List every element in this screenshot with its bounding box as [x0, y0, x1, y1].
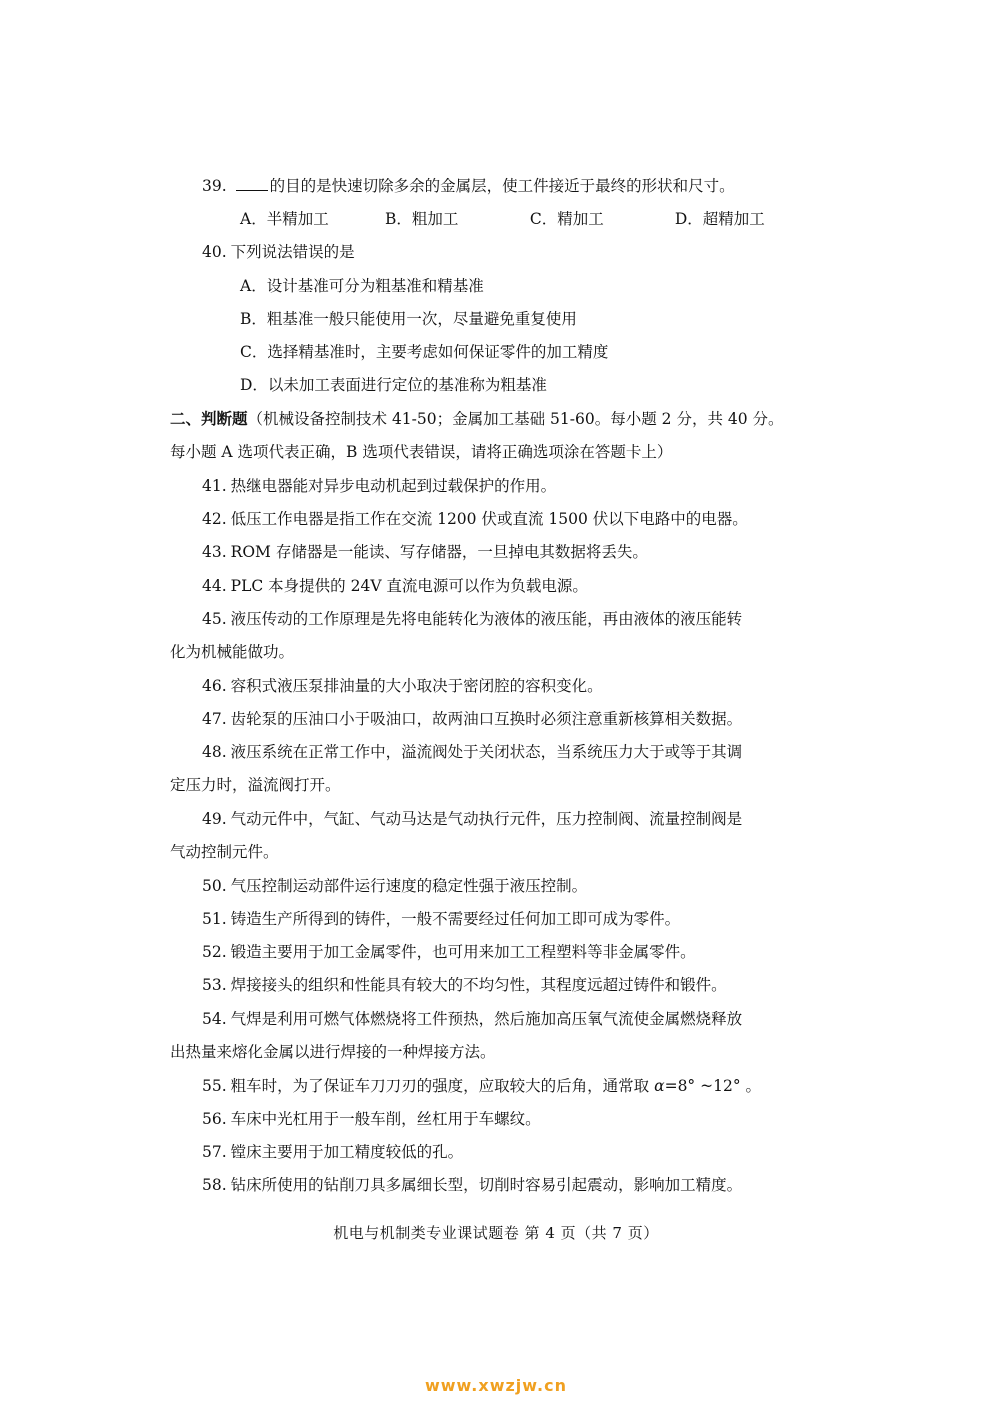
- question-text: PLC 本身提供的 24V 直流电源可以作为负载电源。: [230, 577, 588, 595]
- question-41: [202, 474, 862, 498]
- question-number: 46.: [202, 677, 227, 695]
- section-description: （机械设备控制技术 41-50；金属加工基础 51-60。每小题 2 分，共 40 分。: [247, 410, 784, 428]
- question-text: 容积式液压泵排油量的大小取决于密闭腔的容积变化。: [230, 677, 603, 695]
- option-d: D．超精加工: [674, 210, 765, 228]
- question-39-options: [240, 207, 900, 231]
- watermark-link[interactable]: www.xwzjw.cn: [424, 1376, 567, 1395]
- section-heading: [170, 407, 830, 431]
- question-number: 39.: [202, 177, 227, 195]
- question-text: 下列说法错误的是: [230, 243, 355, 261]
- question-number: 50.: [202, 877, 227, 895]
- question-39: [202, 174, 862, 198]
- question-47: [202, 707, 862, 731]
- question-55: [202, 1074, 862, 1098]
- question-49-continued: 气动控制元件。: [170, 843, 279, 861]
- question-text: 焊接接头的组织和性能具有较大的不均匀性，其程度远超过铸件和锻件。: [230, 976, 727, 994]
- question-number: 58.: [202, 1176, 227, 1194]
- question-text: 镗床主要用于加工精度较低的孔。: [230, 1143, 464, 1161]
- question-54: [202, 1007, 862, 1031]
- option-c: C．精加工: [529, 210, 604, 228]
- question-text: 气压控制运动部件运行速度的稳定性强于液压控制。: [230, 877, 588, 895]
- question-text: 锻造主要用于加工金属零件，也可用来加工工程塑料等非金属零件。: [230, 943, 696, 961]
- question-42: [202, 507, 862, 531]
- question-text: 低压工作电器是指工作在交流 1200 伏或直流 1500 伏以下电路中的电器。: [230, 510, 748, 528]
- question-number: 45.: [202, 610, 227, 628]
- question-58: [202, 1173, 862, 1197]
- question-43: [202, 540, 862, 564]
- question-number: 52.: [202, 943, 227, 961]
- section-description-line2: 每小题 A 选项代表正确，B 选项代表错误，请将正确选项涂在答题卡上）: [170, 443, 673, 461]
- answer-blank: [236, 174, 268, 191]
- question-number: 40.: [202, 243, 227, 261]
- option-c: C．选择精基准时，主要考虑如何保证零件的加工精度: [240, 343, 609, 361]
- angle-range: =8° ~12° 。: [664, 1077, 761, 1095]
- option-a: A．半精加工: [240, 210, 329, 228]
- question-text: 铸造生产所得到的铸件，一般不需要经过任何加工即可成为零件。: [230, 910, 681, 928]
- question-number: 44.: [202, 577, 227, 595]
- question-45: [202, 607, 862, 631]
- question-text: 齿轮泵的压油口小于吸油口，故两油口互换时必须注意重新核算相关数据。: [230, 710, 743, 728]
- question-number: 51.: [202, 910, 227, 928]
- question-text: 粗车时，为了保证车刀刀刃的强度，应取较大的后角，通常取: [230, 1077, 650, 1095]
- question-text: 车床中光杠用于一般车削，丝杠用于车螺纹。: [230, 1110, 541, 1128]
- question-44: [202, 574, 862, 598]
- alpha-symbol: α: [654, 1077, 665, 1095]
- section-title: 二、判断题: [170, 409, 248, 428]
- question-number: 56.: [202, 1110, 227, 1128]
- question-number: 55.: [202, 1077, 227, 1095]
- question-48-continued: 定压力时，溢流阀打开。: [170, 776, 341, 794]
- question-50: [202, 874, 862, 898]
- option-d: D．以未加工表面进行定位的基准称为粗基准: [240, 376, 547, 394]
- question-57: [202, 1140, 862, 1164]
- question-number: 43.: [202, 543, 227, 561]
- question-46: [202, 674, 862, 698]
- question-number: 57.: [202, 1143, 227, 1161]
- question-number: 49.: [202, 810, 227, 828]
- question-48: [202, 740, 862, 764]
- question-text: 热继电器能对异步电动机起到过载保护的作用。: [230, 477, 557, 495]
- question-text: 的目的是快速切除多余的金属层，使工件接近于最终的形状和尺寸。: [269, 177, 735, 195]
- question-40: [202, 240, 862, 264]
- question-54-continued: 出热量来熔化金属以进行焊接的一种焊接方法。: [170, 1043, 496, 1061]
- question-text: 气焊是利用可燃气体燃烧将工件预热，然后施加高压氧气流使金属燃烧释放: [230, 1010, 743, 1028]
- question-56: [202, 1107, 862, 1131]
- question-51: [202, 907, 862, 931]
- question-52: [202, 940, 862, 964]
- question-text: ROM 存储器是一能读、写存储器，一旦掉电其数据将丢失。: [230, 543, 648, 561]
- option-b: B．粗加工: [384, 210, 459, 228]
- question-45-continued: 化为机械能做功。: [170, 643, 295, 661]
- option-a: A．设计基准可分为粗基准和精基准: [240, 277, 484, 295]
- question-text: 液压系统在正常工作中，溢流阀处于关闭状态，当系统压力大于或等于其调: [230, 743, 743, 761]
- question-number: 47.: [202, 710, 227, 728]
- question-number: 54.: [202, 1010, 227, 1028]
- question-text: 液压传动的工作原理是先将电能转化为液体的液压能，再由液体的液压能转: [230, 610, 743, 628]
- question-49: [202, 807, 862, 831]
- question-53: [202, 973, 862, 997]
- question-text: 钻床所使用的钻削刀具多属细长型，切削时容易引起震动，影响加工精度。: [230, 1176, 743, 1194]
- option-b: B．粗基准一般只能使用一次，尽量避免重复使用: [240, 310, 577, 328]
- question-number: 42.: [202, 510, 227, 528]
- question-number: 48.: [202, 743, 227, 761]
- question-number: 53.: [202, 976, 227, 994]
- page-footer: 机电与机制类专业课试题卷 第 4 页（共 7 页）: [333, 1224, 659, 1242]
- question-number: 41.: [202, 477, 227, 495]
- question-text: 气动元件中，气缸、气动马达是气动执行元件，压力控制阀、流量控制阀是: [230, 810, 743, 828]
